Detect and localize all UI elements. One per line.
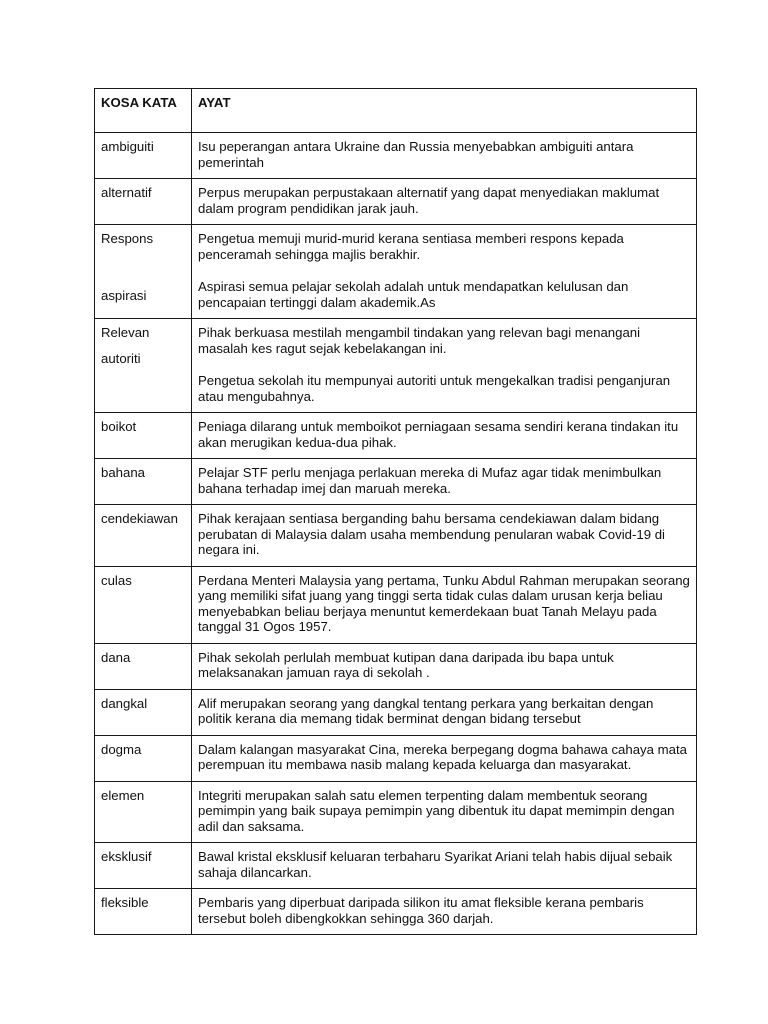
row-word: bahana [95,459,192,505]
row-sentence: Integriti merupakan salah satu elemen terpenting dalam membentuk seorang pemimpin yang baik supaya pemimpin yang dibentuk itu dapat memimpin dengan adil dan saksama. [192,781,697,843]
row-word-secondary: aspirasi [101,287,147,303]
table-row [95,413,697,459]
header-word: KOSA KATA [95,89,192,133]
row-sentence: Dalam kalangan masyarakat Cina, mereka berpegang dogma bahawa cahaya mata perempuan itu membawa nasib malang kepada keluarga dan masyarakat. [192,735,697,781]
row-sentence: Perpus merupakan perpustakaan alternatif yang dapat menyediakan maklumat dalam program pendidikan jarak jauh. [192,179,697,225]
row-word: eksklusif [95,843,192,889]
row-word: Relevan [101,325,150,340]
table-row [95,566,697,643]
table-row [95,179,697,225]
row-sentence: Perdana Menteri Malaysia yang pertama, Tunku Abdul Rahman merupakan seorang yang memiliki sifat juang yang tinggi serta tidak culas dalam urusan kerja beliau menyebabkan beliau berjaya menuntut kemerdekaan buat Tanah Melayu pada tanggal 31 Ogos 1957. [192,566,697,643]
row-word: culas [95,566,192,643]
row-sentence: Pihak berkuasa mestilah mengambil tindakan yang relevan bagi menangani masalah kes ragut sejak kebelakangan ini. [198,325,641,356]
row-sentence-cell [192,225,697,319]
row-sentence: Pihak kerajaan sentiasa berganding bahu bersama cendekiawan dalam bidang perubatan di Malaysia dalam usaha membendung penularan wabak Covid-19 di negara ini. [192,505,697,567]
header-sentence: AYAT [192,89,697,133]
table-row [95,889,697,935]
row-sentence-secondary: Pengetua sekolah itu mempunyai autoriti untuk mengekalkan tradisi penganjuran atau mengubahnya. [198,373,671,404]
row-word: ambiguiti [95,133,192,179]
row-word: cendekiawan [95,505,192,567]
table-row [95,133,697,179]
row-word: dogma [95,735,192,781]
row-word: elemen [95,781,192,843]
row-sentence: Peniaga dilarang untuk memboikot perniagaan sesama sendiri kerana tindakan itu akan merugikan kedua-dua pihak. [192,413,697,459]
row-word-cell [95,225,192,319]
row-word: Respons [101,231,154,246]
row-sentence: Bawal kristal eksklusif keluaran terbaharu Syarikat Ariani telah habis dijual sebaik sahaja dilancarkan. [192,843,697,889]
row-word-cell [95,319,192,413]
row-sentence: Pembaris yang diperbuat daripada silikon itu amat fleksible kerana pembaris tersebut boleh dibengkokkan sehingga 360 darjah. [192,889,697,935]
table-row [95,505,697,567]
row-sentence-secondary: Aspirasi semua pelajar sekolah adalah untuk mendapatkan kelulusan dan pencapaian tertinggi dalam akademik.As [198,279,629,310]
table-row [95,643,697,689]
row-sentence: Pengetua memuji murid-murid kerana sentiasa memberi respons kepada penceramah sehingga majlis berakhir. [198,231,624,262]
row-sentence: Pihak sekolah perlulah membuat kutipan dana daripada ibu bapa untuk melaksanakan jamuan raya di sekolah . [192,643,697,689]
row-word: dana [95,643,192,689]
row-word-secondary: autoriti [101,350,141,366]
table-row [95,225,697,319]
row-word: alternatif [95,179,192,225]
table-row [95,459,697,505]
row-sentence-cell [192,319,697,413]
table-row [95,843,697,889]
row-sentence: Alif merupakan seorang yang dangkal tentang perkara yang berkaitan dengan politik kerana dia memang tidak berminat dengan bidang tersebut [192,689,697,735]
table-header-row [95,89,697,133]
table-row [95,781,697,843]
table-row [95,319,697,413]
row-word: boikot [95,413,192,459]
row-sentence: Pelajar STF perlu menjaga perlakuan mereka di Mufaz agar tidak menimbulkan bahana terhadap imej dan maruah mereka. [192,459,697,505]
row-sentence: Isu peperangan antara Ukraine dan Russia menyebabkan ambiguiti antara pemerintah [192,133,697,179]
vocabulary-table [94,88,697,935]
row-word: fleksible [95,889,192,935]
table-row [95,735,697,781]
table-row [95,689,697,735]
row-word: dangkal [95,689,192,735]
